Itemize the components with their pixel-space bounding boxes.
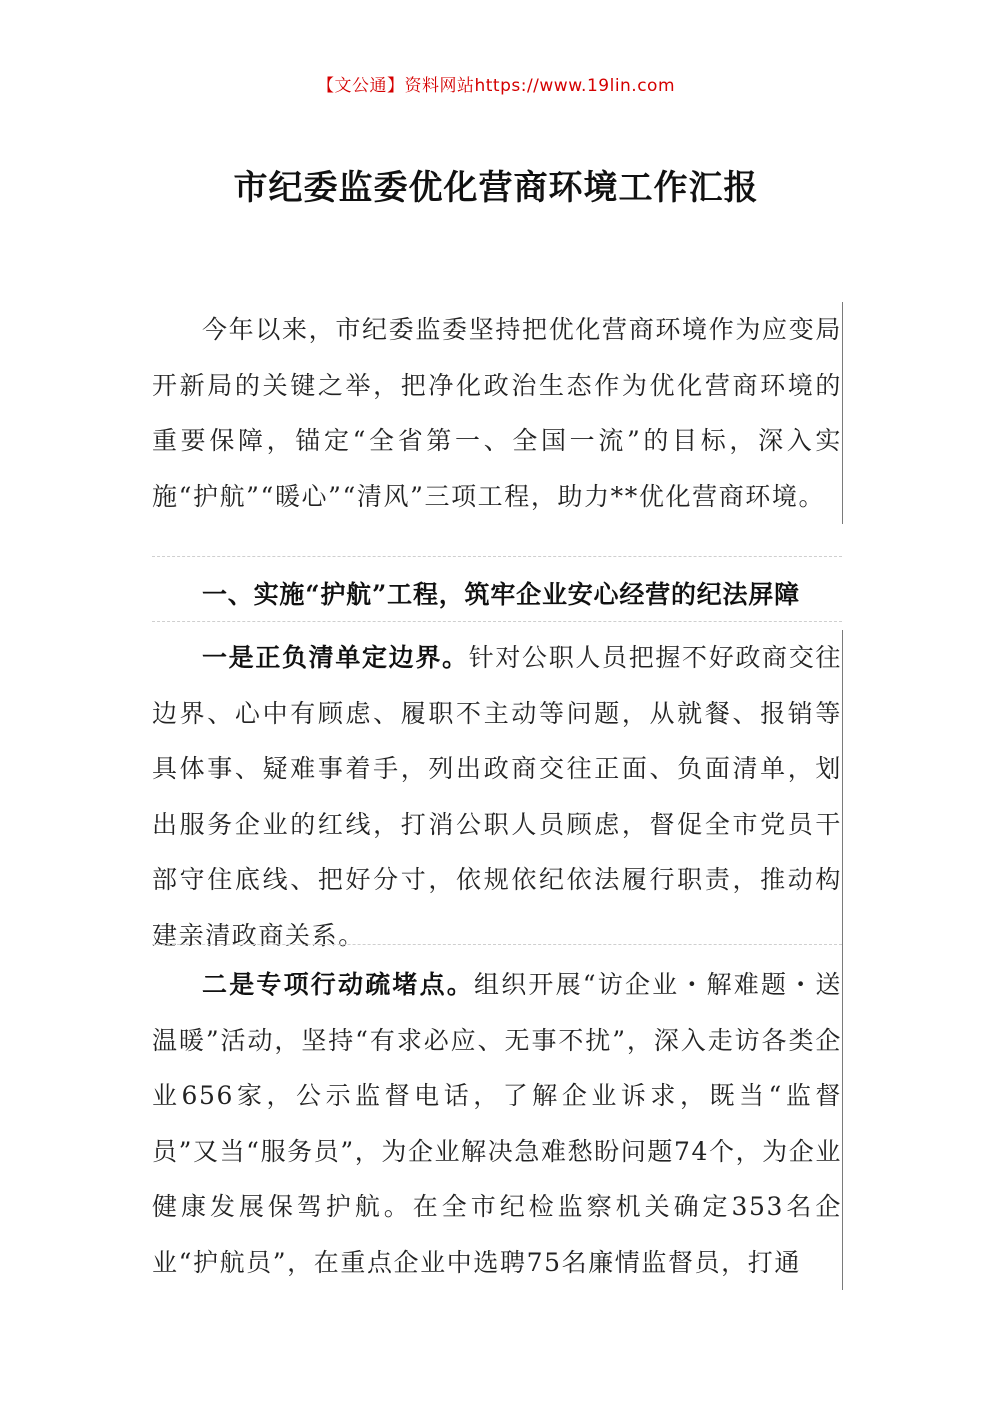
- point-one-paragraph: [152, 630, 842, 963]
- intro-block: [152, 302, 843, 524]
- point-one-body: 针对公职人员把握不好政商交往边界、心中有顾虑、履职不主动等问题，从就餐、报销等具体事、疑难事着手，列出政商交往正面、负面清单，划出服务企业的红线，打消公职人员顾虑，督促全市党员干部守住底线、把好分寸，依规依纪依法履行职责，推动构建亲清政商关系。: [152, 643, 842, 950]
- point-one-lead: 一是正负清单定边界。: [202, 643, 469, 672]
- divider: [152, 621, 842, 622]
- point-two-block: [152, 957, 843, 1290]
- divider: [152, 944, 842, 945]
- divider: [152, 556, 842, 557]
- section-heading: 一、实施“护航”工程，筑牢企业安心经营的纪法屏障: [202, 580, 800, 609]
- site-banner: 【文公通】资料网站https://www.19lin.com: [316, 76, 676, 96]
- point-two-body: 组织开展“访企业・解难题・送温暖”活动，坚持“有求必应、无事不扰”，深入走访各类企业656家，公示监督电话，了解企业诉求，既当“监督员”又当“服务员”，为企业解决急难愁盼问题74个，为企业健康发展保驾护航。在全市纪检监察机关确定353名企业“护航员”，在重点企业中选聘75名廉情监督员，打通: [152, 970, 842, 1277]
- intro-paragraph: 今年以来，市纪委监委坚持把优化营商环境作为应变局开新局的关键之举，把净化政治生态作为优化营商环境的重要保障，锚定“全省第一、全国一流”的目标，深入实施“护航”“暖心”“清风”三项工程，助力**优化营商环境。: [152, 315, 842, 511]
- point-two-lead: 二是专项行动疏堵点。: [202, 970, 474, 999]
- document-title: 市纪委监委优化营商环境工作汇报: [233, 168, 759, 208]
- point-two-paragraph: [152, 957, 842, 1290]
- point-one-block: [152, 630, 843, 963]
